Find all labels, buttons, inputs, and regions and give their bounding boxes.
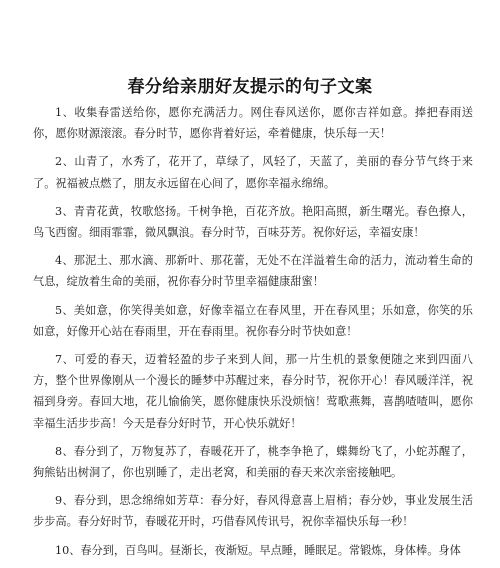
- paragraph-3: 3、青青花黄，牧歌悠扬。千树争艳，百花齐放。艳阳高照，新生曙光。春色撩人，鸟飞西窗。细雨霏霏，微风飘浪。春分时节，百味芬芳。祝你好运，幸福安康！: [33, 204, 473, 240]
- paragraph-5: 5、美如意，你笑得美如意，好像幸福立在春风里，开在春风里；乐如意，你笑的乐如意，好像开心站在春雨里，开在春雨里。祝你春分时节快如意！: [33, 303, 473, 338]
- paragraph-4: 4、那泥土、那水滴、那新叶、那花蕾，无处不在洋溢着生命的活力，流动着生命的气息，绽放着生命的美丽，祝你春分时节里幸福健康甜蜜！: [33, 254, 473, 289]
- paragraph-2: 2、山青了，水秀了，花开了，草绿了，风轻了，天蓝了，美丽的春分节气终于来了。祝福被点燃了，朋友永远留在心间了，愿你幸福永绵绵。: [33, 155, 473, 190]
- paragraph-8: 8、春分到了，万物复苏了，春暖花开了，桃李争艳了，蝶舞纷飞了，小蛇苏醒了，狗熊钻出树洞了，你也别睡了，走出老窝，和美丽的春天来次亲密接触吧。: [33, 444, 473, 480]
- paragraph-7: 7、可爱的春天，迈着轻盈的步子来到人间，那一片生机的景象便随之来到四面八方，整个世界像刚从一个漫长的睡梦中苏醒过来，春分时节，祝你开心！春风暖洋洋，祝福到身旁。春回大地，花儿愉偷笑，愿你健康快乐没烦恼！莺歌燕舞，喜鹊喳喳叫，愿你幸福生活步步高！今天是春分好时节，开心快乐就好！: [33, 353, 473, 430]
- document-body: [33, 102, 473, 568]
- paragraph-9: 9、春分到，思念绵绵如芳草：春分好，春风得意喜上眉梢；春分妙，事业发展生活步步高。春分好时节，春暖花开时，巧借春风传讯号，祝你幸福快乐每一秒！: [33, 494, 473, 529]
- paragraph-10: 10、春分到，百鸟叫。昼渐长，夜渐短。早点睡，睡眠足。常锻炼，身体棒。身体: [55, 543, 461, 557]
- paragraph-1: 1、收集春雷送给你，愿你充满活力。网住春风送你，愿你吉祥如意。捧把春雨送你，愿你财源滚滚。春分时节，愿你背着好运，牵着健康，快乐每一天！: [33, 106, 473, 141]
- document-title: 春分给亲朋好友提示的句子文案: [127, 77, 373, 97]
